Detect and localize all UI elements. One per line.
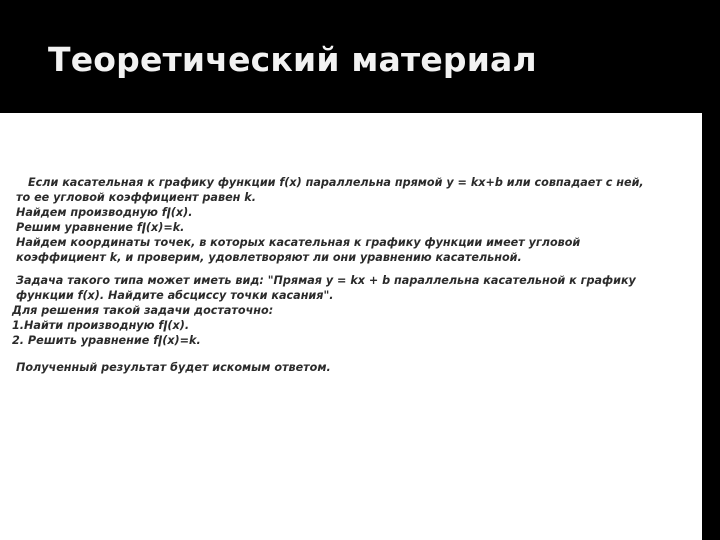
- text-line: Для решения такой задачи достаточно:: [12, 304, 274, 317]
- content-area: [0, 113, 702, 540]
- text-line: коэффициент k, и проверим, удовлетворяют ли они уравнению касательной.: [16, 251, 522, 264]
- text-line: Задача такого типа может иметь вид: "Прямая y = kx + b параллельна касательной к графику: [16, 274, 636, 287]
- spacer: [12, 265, 698, 273]
- text-line: Если касательная к графику функции f(x) параллельна прямой y = kx+b или совпадает с ней,: [28, 176, 644, 189]
- spacer: [12, 348, 698, 360]
- text-line: Найдем производную fǀ(x).: [16, 206, 193, 219]
- title-band: [0, 0, 720, 113]
- slide-title: Теоретический материал: [48, 40, 537, 79]
- theory-text: [12, 175, 698, 375]
- text-line: Полученный результат будет искомым ответом.: [16, 361, 331, 374]
- text-line: 1.Найти производную fǀ(x).: [12, 319, 190, 332]
- text-line: то ее угловой коэффициент равен k.: [16, 191, 256, 204]
- text-line: Найдем координаты точек, в которых касательная к графику функции имеет угловой: [16, 236, 581, 249]
- text-line: функции f(x). Найдите абсциссу точки касания".: [16, 289, 334, 302]
- text-line: 2. Решить уравнение fǀ(x)=k.: [12, 334, 201, 347]
- text-line: Решим уравнение fǀ(x)=k.: [16, 221, 185, 234]
- right-edge-bar: [702, 113, 720, 540]
